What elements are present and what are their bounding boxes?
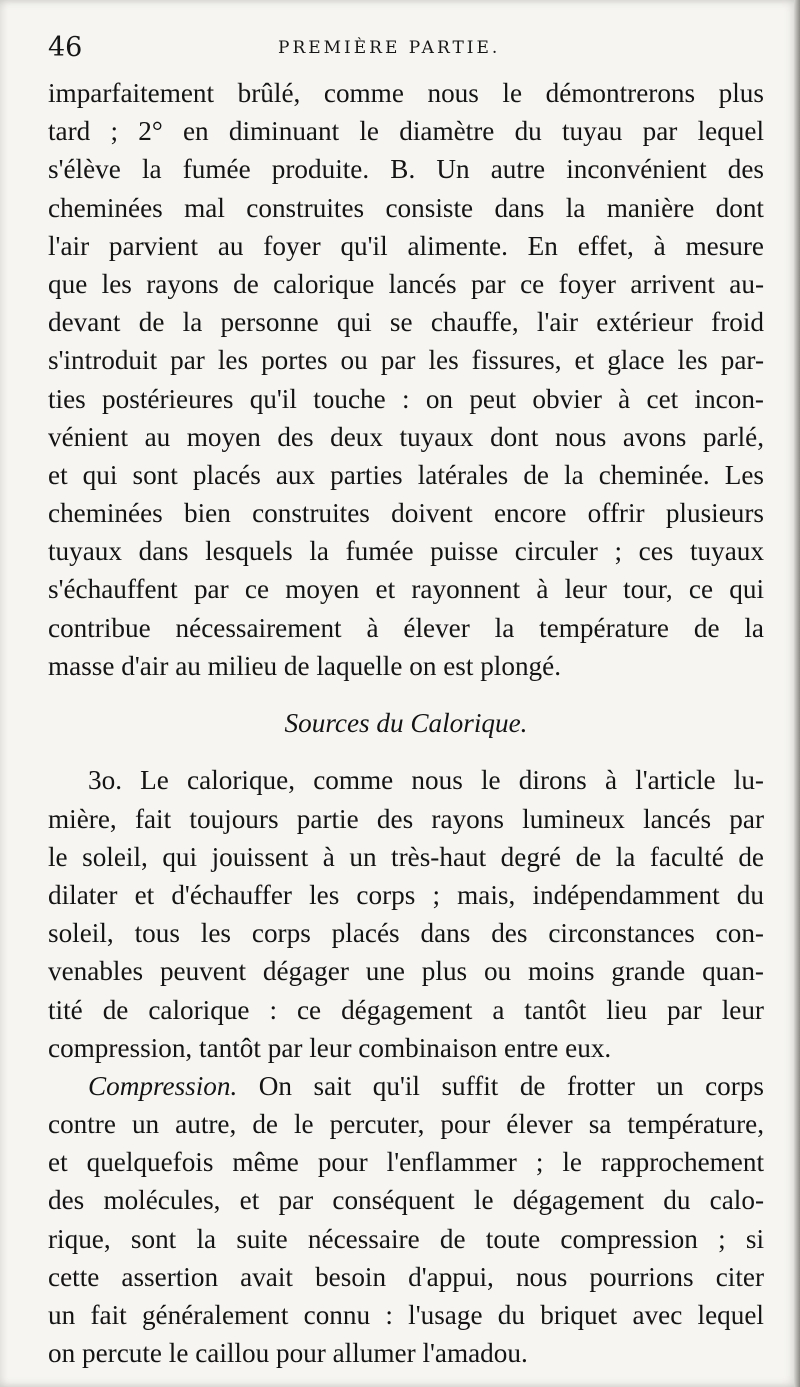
- running-head: PREMIÈRE PARTIE.: [278, 38, 501, 58]
- text-line: contribue nécessairement à élever la température de la: [48, 612, 764, 643]
- text-line: et quelquefois même pour l'enflammer ; le rapprochement: [48, 1147, 764, 1178]
- text-line: l'air parvient au foyer qu'il alimente. En effet, à mesure: [48, 230, 764, 261]
- text-line: que les rayons de calorique lancés par ce foyer arrivent au-: [48, 268, 764, 299]
- text-line: s'introduit par les portes ou par les fissures, et glace les par-: [48, 345, 764, 376]
- text-line: vénient au moyen des deux tuyaux dont nous avons parlé,: [48, 421, 764, 452]
- text-line: cheminées bien construites doivent encore offrir plusieurs: [48, 498, 764, 529]
- page-edge-shadow: [794, 0, 800, 1387]
- text-line: imparfaitement brûlé, comme nous le démontrerons plus: [48, 78, 764, 108]
- text-line: contre un autre, de le percuter, pour élever sa température,: [48, 1109, 764, 1140]
- page-header: [48, 26, 764, 70]
- text-line: cheminées mal construites consiste dans la manière dont: [48, 192, 764, 223]
- text-line: 3o. Le calorique, comme nous le dirons à l'article lu-: [88, 765, 764, 796]
- text-line: tuyaux dans lesquels la fumée puisse circuler ; ces tuyaux: [48, 536, 764, 567]
- text-line: s'élève la fumée produite. B. Un autre inconvénient des: [48, 154, 764, 185]
- text-line: des molécules, et par conséquent le dégagement du calo-: [48, 1185, 764, 1216]
- body-text: [48, 74, 764, 1372]
- text-line: un fait généralement connu : l'usage du briquet avec lequel: [48, 1300, 764, 1331]
- text-line: venables peuvent dégager une plus ou moins grande quan-: [48, 956, 764, 987]
- text-line: soleil, tous les corps placés dans des circonstances con-: [48, 918, 764, 949]
- text-line: ties postérieures qu'il touche : on peut obvier à cet incon-: [48, 383, 764, 414]
- text-line: compression, tantôt par leur combinaison entre eux.: [48, 1032, 612, 1063]
- paragraph-lead-term: Compression.: [88, 1070, 238, 1101]
- text-line-rest: On sait qu'il suffit de frotter un corps: [237, 1070, 764, 1101]
- text-line: masse d'air au milieu de laquelle on est plongé.: [48, 650, 562, 681]
- page-number: 46: [48, 32, 83, 63]
- section-title: Sources du Calorique.: [284, 708, 528, 738]
- text-line: s'échauffent par ce moyen et rayonnent à leur tour, ce qui: [48, 574, 764, 605]
- text-line: rique, sont la suite nécessaire de toute compression ; si: [48, 1223, 764, 1254]
- text-line: cette assertion avait besoin d'appui, nous pourrions citer: [48, 1261, 764, 1292]
- text-line: on percute le caillou pour allumer l'amadou.: [48, 1338, 528, 1369]
- text-line: tité de calorique : ce dégagement a tantôt lieu par leur: [48, 994, 764, 1025]
- text-line: devant de la personne qui se chauffe, l'air extérieur froid: [48, 307, 764, 338]
- text-line: dilater et d'échauffer les corps ; mais, indépendamment du: [48, 879, 764, 910]
- text-line: tard ; 2° en diminuant le diamètre du tuyau par lequel: [48, 116, 764, 147]
- text-line-paragraph-start: [48, 1067, 764, 1105]
- text-line: mière, fait toujours partie des rayons lumineux lancés par: [48, 803, 764, 834]
- text-line: et qui sont placés aux parties latérales de la cheminée. Les: [48, 459, 764, 490]
- text-line: le soleil, qui jouissent à un très-haut degré de la faculté de: [48, 841, 764, 872]
